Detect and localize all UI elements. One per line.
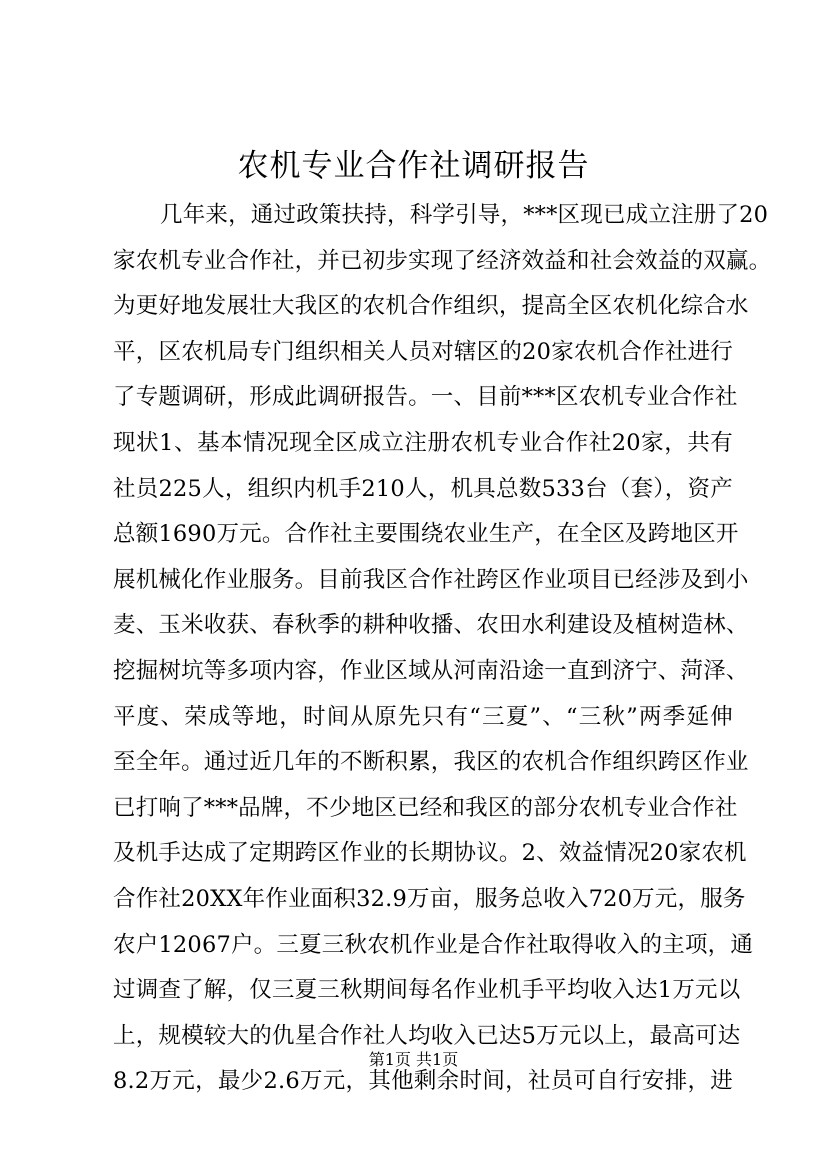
text-line: 社员225人，组织内机手210人，机具总数533台（套），资产 [113,475,733,502]
text-line: 平度、荣成等地，时间从原先只有“三夏”、“三秋”两季延伸 [113,703,733,730]
text-line: 了专题调研，形成此调研报告。一、目前***区农机专业合作社 [113,384,738,411]
body-paragraph [113,193,772,1105]
text-line: 农户12067户。三夏三秋农机作业是合作社取得收入的主项，通 [113,931,754,958]
text-line: 麦、玉米收获、春秋季的耕种收播、农田水利建设及植树造林、 [113,612,749,639]
text-line: 几年来，通过政策扶持，科学引导，***区现已成立注册了20 [160,202,769,228]
page-title: 农机专业合作社调研报告 [237,148,590,184]
text-line: 家农机专业合作社，并已初步实现了经济效益和社会效益的双赢。 [113,247,772,274]
text-line: 已打响了***品牌，不少地区已经和我区的部分农机专业合作社 [113,794,738,821]
text-line: 为更好地发展壮大我区的农机合作组织，提高全区农机化综合水 [113,293,749,320]
text-line: 至全年。通过近几年的不断积累，我区的农机合作组织跨区作业 [113,749,749,776]
page-footer: 第1页 共1页 [368,1050,459,1069]
text-line: 上，规模较大的仇星合作社人均收入已达5万元以上，最高可达 [113,1022,741,1049]
text-line: 及机手达成了定期跨区作业的长期协议。2、效益情况20家农机 [113,840,747,867]
text-line: 合作社20XX年作业面积32.9万亩，服务总收入720万元，服务 [113,885,746,912]
text-line: 总额1690万元。合作社主要围绕农业生产，在全区及跨地区开 [113,521,739,548]
text-line: 展机械化作业服务。目前我区合作社跨区作业项目已经涉及到小 [113,566,749,593]
text-line: 8.2万元，最少2.6万元，其他剩余时间，社员可自行安排，进 [113,1068,733,1095]
text-line: 过调查了解，仅三夏三秋期间每名作业机手平均收入达1万元以 [113,977,741,1004]
text-line: 现状1、基本情况现全区成立注册农机专业合作社20家，共有 [113,429,733,456]
text-line: 平，区农机局专门组织相关人员对辖区的20家农机合作社进行 [113,338,733,365]
text-line: 挖掘树坑等多项内容，作业区域从河南沿途一直到济宁、菏泽、 [113,657,749,684]
